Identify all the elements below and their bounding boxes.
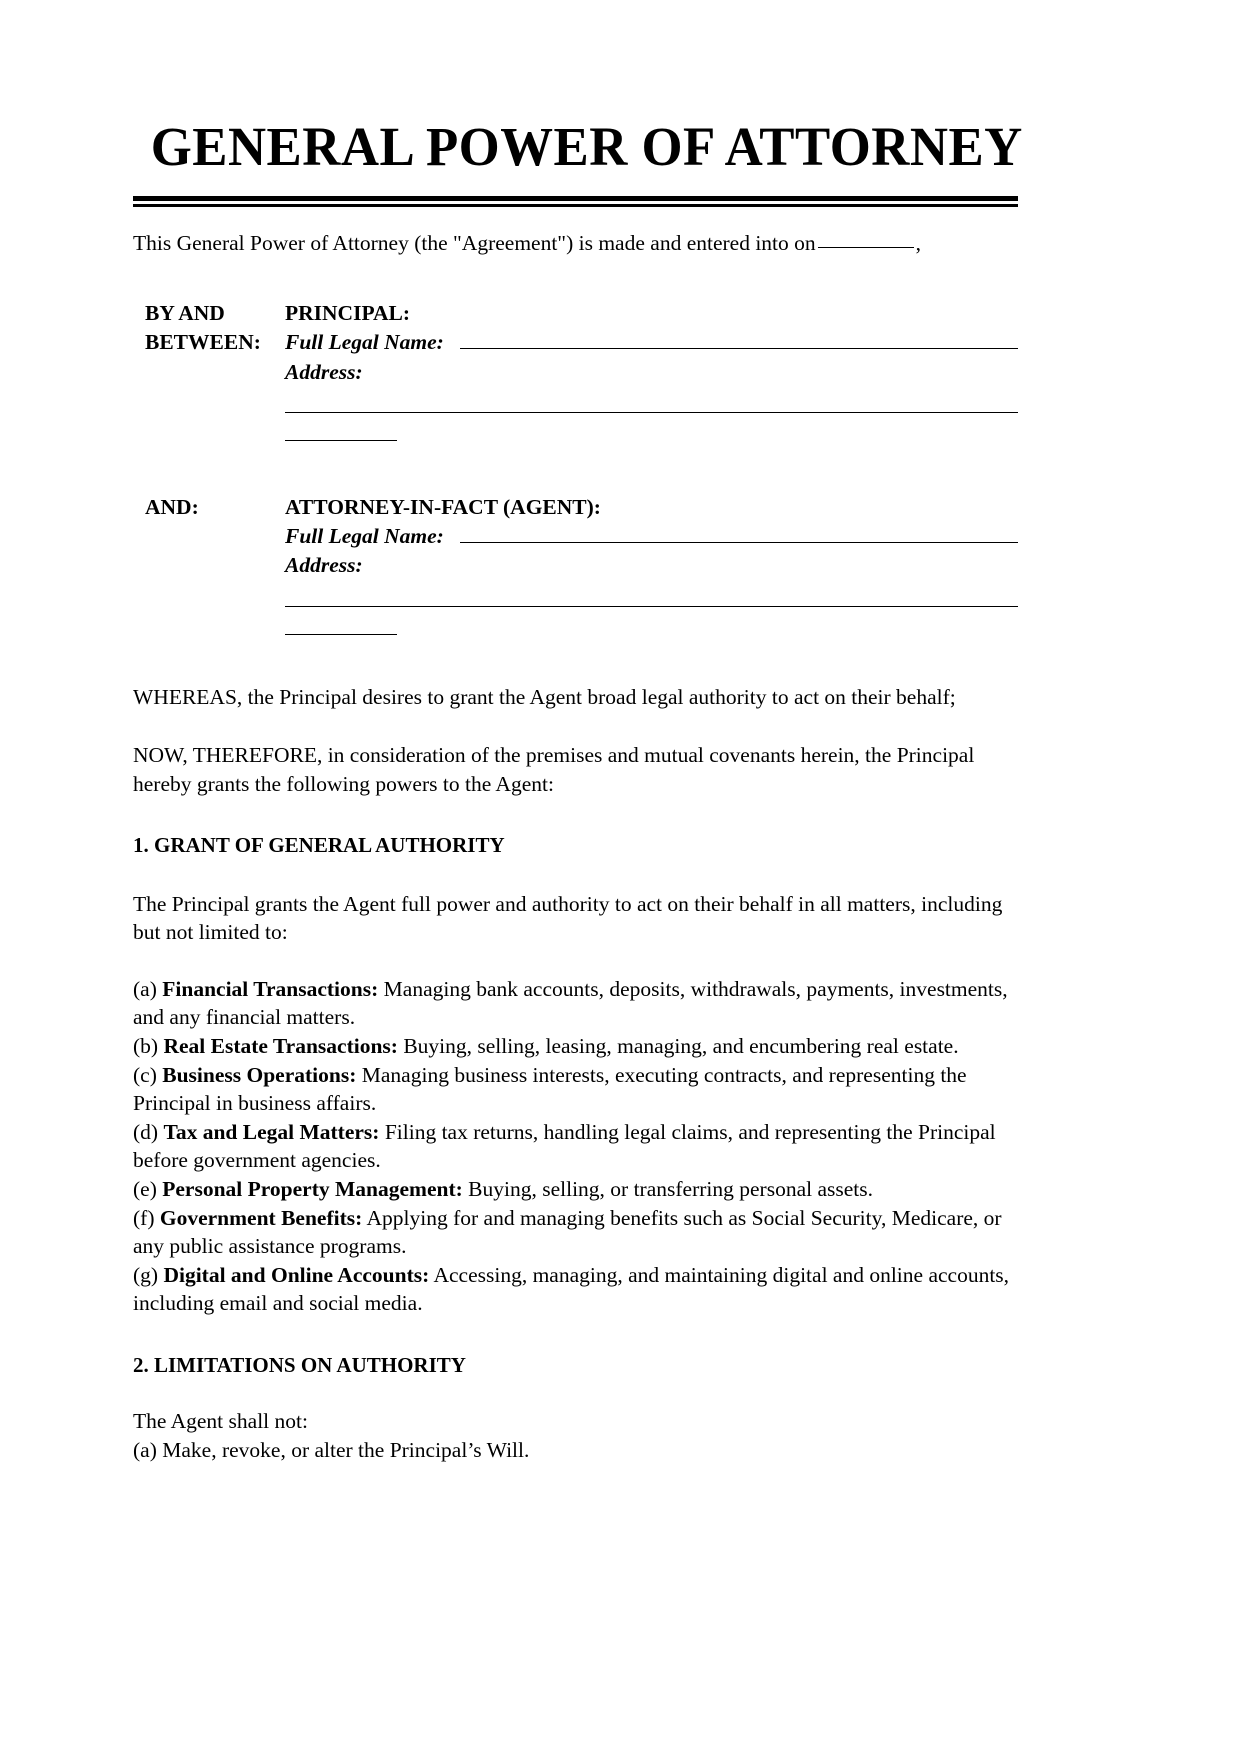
list-item [133,975,1018,1032]
list-item-label: Business Operations: [162,1062,357,1087]
principal-role-line-2: BETWEEN: [145,330,261,355]
agreement-intro-suffix: , [915,230,922,255]
grant-intro-paragraph: The Principal grants the Agent full power and authority to act on their behalf in all matters, including but not limited to: [133,891,1003,945]
agent-name-input[interactable] [460,525,1018,543]
list-item-marker: (c) [133,1062,157,1087]
principal-address-input-line-1[interactable] [285,412,1018,413]
agent-role-line-1: AND: [145,494,199,519]
section-heading-grant-of-general-authority: 1. GRANT OF GENERAL AUTHORITY [133,833,505,858]
list-item-label: Government Benefits: [159,1205,363,1230]
limitations-intro: The Agent shall not: [133,1409,308,1434]
list-item-label: Real Estate Transactions: [163,1033,398,1058]
list-item-marker: (d) [133,1119,159,1144]
principal-heading: PRINCIPAL: [285,301,411,326]
principal-role-line-1: BY AND [145,301,225,326]
list-item-text: Applying for and managing benefits such as Social Security, Medicare, or any public assistance programs. [133,1205,1002,1259]
list-item [133,1261,1018,1318]
principal-address-input-line-2[interactable] [285,440,397,441]
agreement-intro-text: This General Power of Attorney (the "Agreement") is made and entered into on [133,230,816,255]
principal-name-row [285,328,1018,357]
title-divider [133,196,1018,207]
page-title: GENERAL POWER OF ATTORNEY [150,116,1023,177]
principal-details [285,299,1018,441]
limitations-list [133,1407,1018,1464]
list-item-text: Buying, selling, leasing, managing, and encumbering real estate. [403,1033,959,1058]
principal-role-label [133,299,285,357]
principal-party-block [133,299,1018,441]
list-item-marker: (f) [133,1205,155,1230]
list-item-text: Filing tax returns, handling legal claims, and representing the Principal before government agencies. [133,1119,996,1173]
list-item [133,1061,1018,1118]
list-item-text: Accessing, managing, and maintaining digital and online accounts, including email and social media. [133,1262,1010,1316]
agent-address-input-line-1[interactable] [285,606,1018,607]
agent-address-input-line-2[interactable] [285,634,397,635]
list-item-marker: (a) [133,976,157,1001]
principal-name-input[interactable] [460,331,1018,349]
whereas-paragraph: WHEREAS, the Principal desires to grant the Agent broad legal authority to act on their behalf; [133,684,956,709]
list-item [133,1175,1018,1204]
list-item-text: Managing bank accounts, deposits, withdrawals, payments, investments, and any financial matters. [133,976,1008,1030]
list-item-text: Buying, selling, or transferring personal assets. [468,1176,873,1201]
agent-role-label [133,493,285,522]
list-item-label: Tax and Legal Matters: [163,1119,380,1144]
agent-name-row [285,522,1018,551]
list-item [133,1118,1018,1175]
list-item-marker: (e) [133,1176,157,1201]
agent-heading: ATTORNEY-IN-FACT (AGENT): [285,494,601,519]
principal-address-label: Address: [285,359,363,384]
section-heading-limitations-on-authority: 2. LIMITATIONS ON AUTHORITY [133,1352,466,1377]
agent-party-block [133,493,1018,635]
agent-address-label: Address: [285,553,363,578]
agreement-intro-paragraph [133,229,1018,257]
list-item-text: Make, revoke, or alter the Principal’s Will. [162,1437,530,1462]
agent-name-label: Full Legal Name: [285,524,444,549]
list-item-label: Digital and Online Accounts: [163,1262,430,1287]
now-therefore-paragraph: NOW, THEREFORE, in consideration of the premises and mutual covenants herein, the Principal hereby grants the following powers to the Agent: [133,743,975,796]
list-item [133,1436,1018,1465]
list-item-text: Managing business interests, executing contracts, and representing the Principal in business affairs. [133,1062,967,1116]
list-item [133,1204,1018,1261]
list-item-marker: (b) [133,1033,159,1058]
agreement-date-blank[interactable] [818,247,914,248]
list-item-marker: (g) [133,1262,159,1287]
list-item-label: Personal Property Management: [162,1176,463,1201]
list-item-label: Financial Transactions: [162,976,379,1001]
agent-details [285,493,1018,635]
principal-name-label: Full Legal Name: [285,330,444,355]
list-item [133,1032,1018,1061]
grant-powers-list [133,975,1018,1318]
list-item-marker: (a) [133,1437,157,1462]
divider-rule-thin [133,204,1018,207]
